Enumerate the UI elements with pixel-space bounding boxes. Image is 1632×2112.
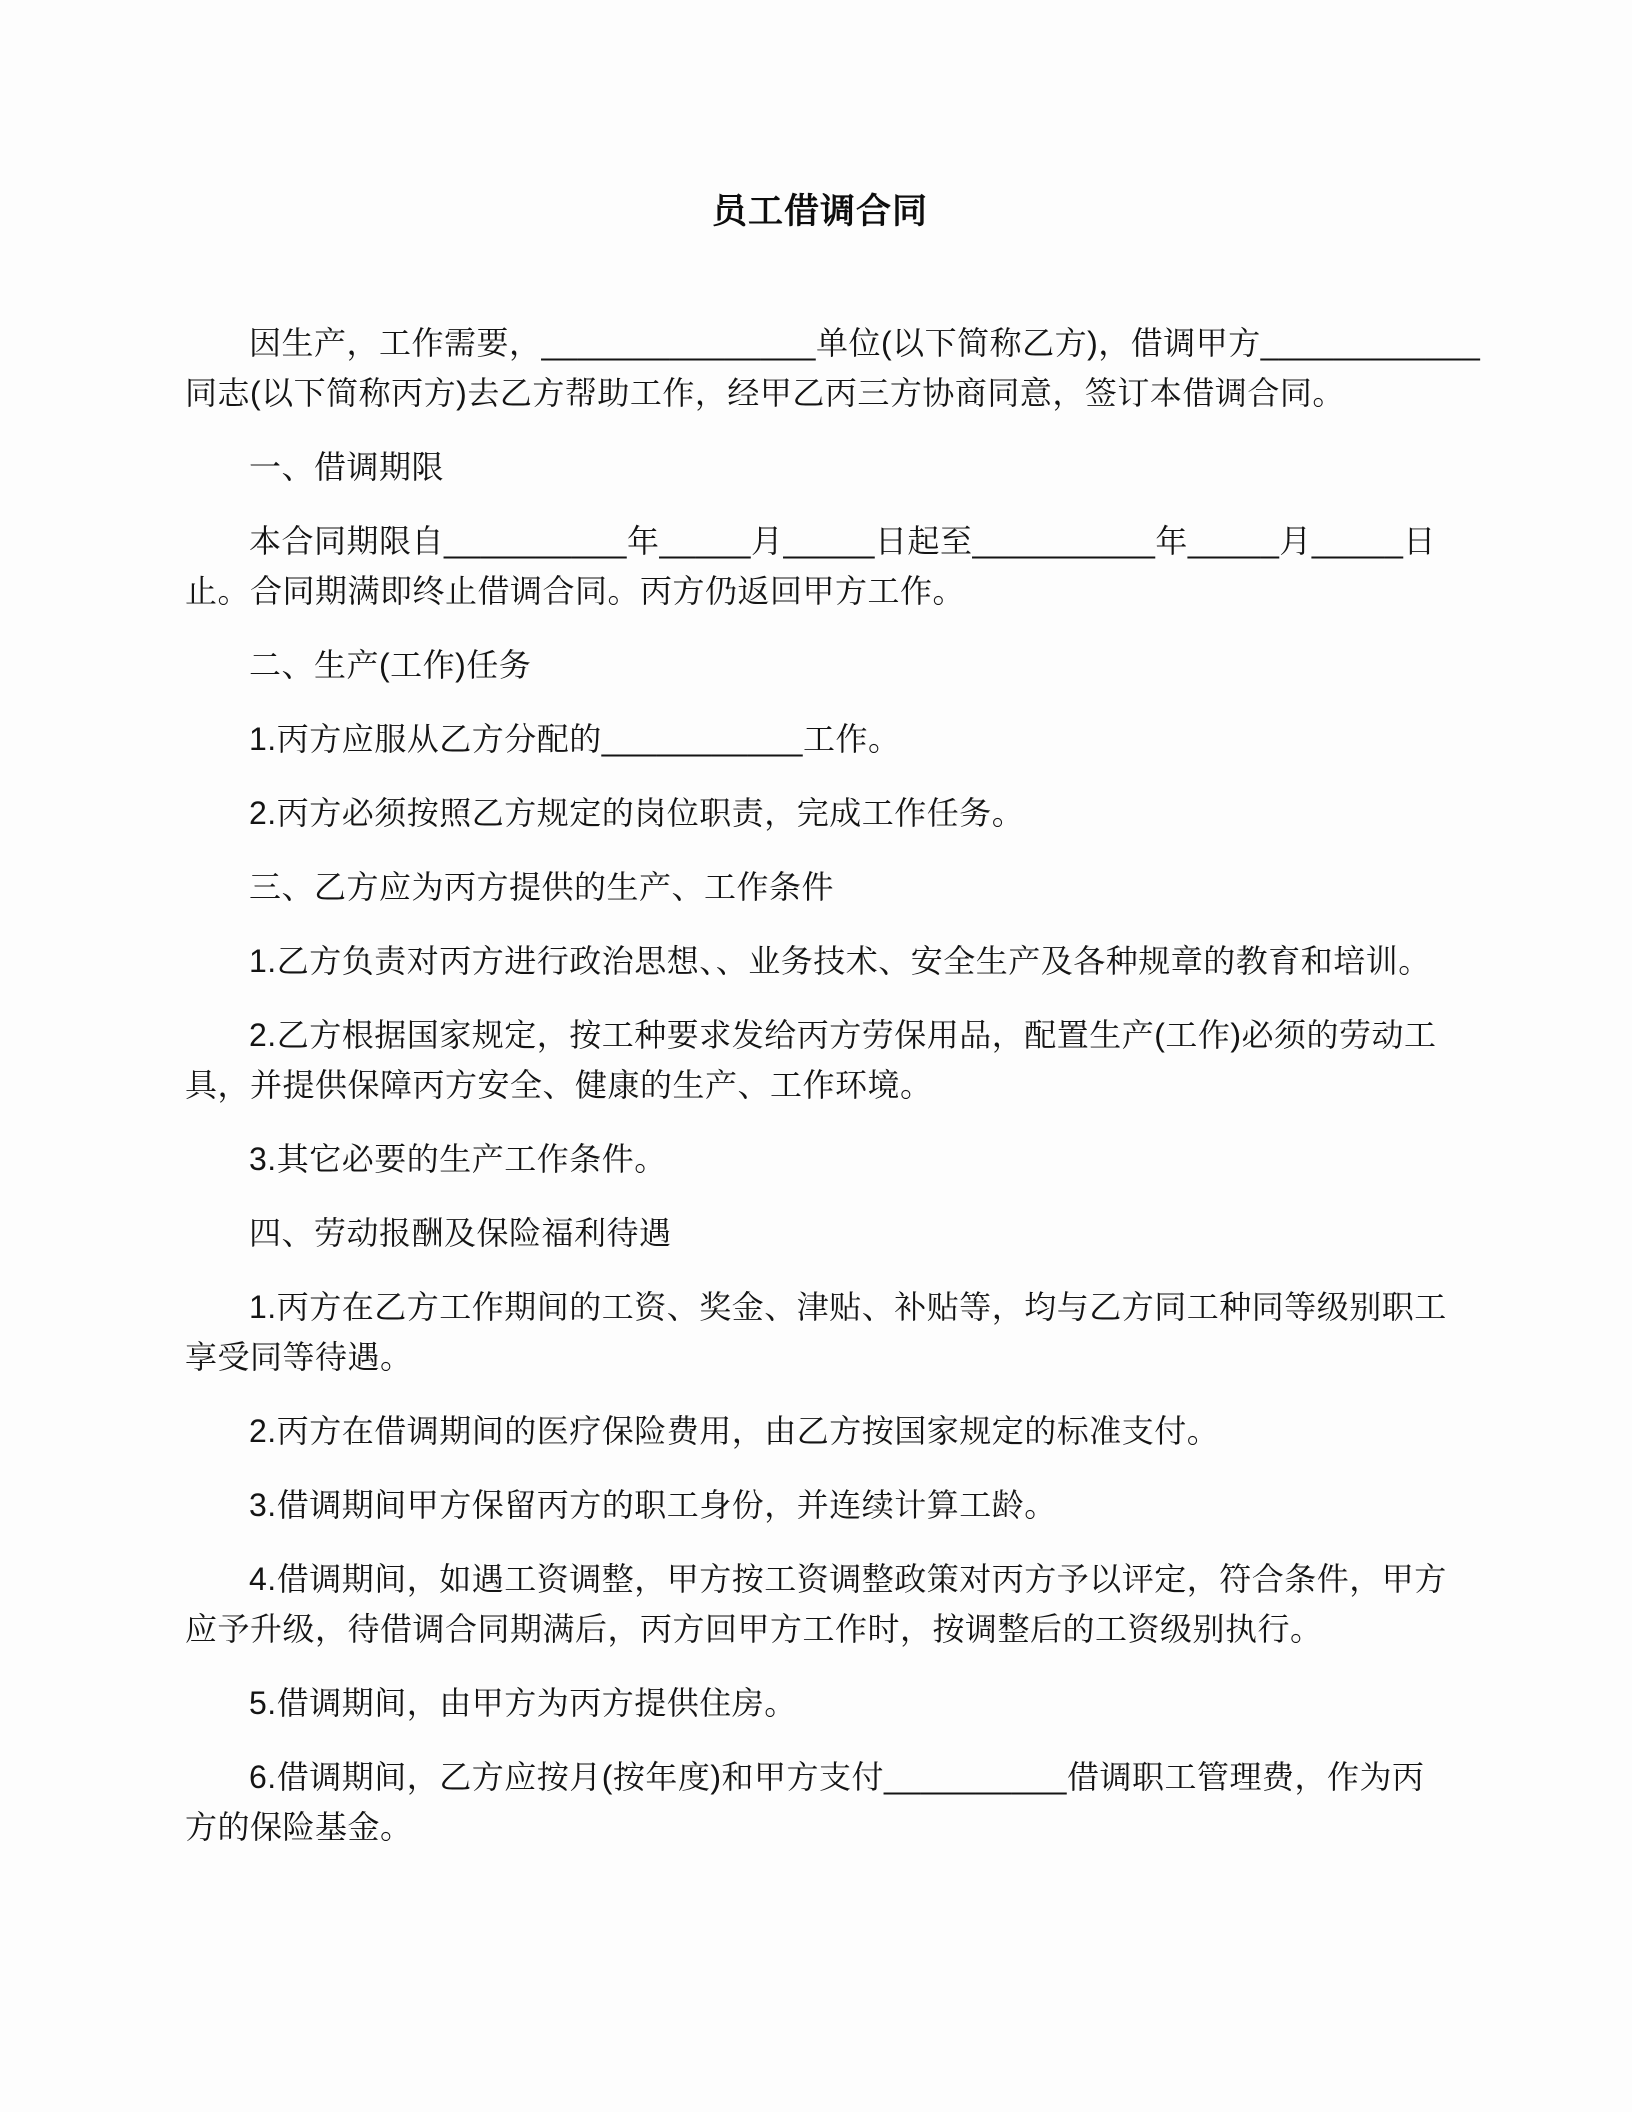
paragraph-line: 四、劳动报酬及保险福利待遇 [249,1215,672,1251]
paragraph-line: 1.丙方应服从乙方分配的___________工作。 [249,721,901,757]
document-title: 员工借调合同 [711,192,928,231]
paragraph-line: 一、借调期限 [249,449,445,485]
paragraph-line: 本合同期限自__________年_____月_____日起至__________年_____月_____日 [249,523,1436,559]
paragraph-line: 3.借调期间甲方保留丙方的职工身份，并连续计算工龄。 [249,1487,1057,1523]
paragraph-line: 方的保险基金。 [185,1809,413,1845]
paragraph-line: 1.丙方在乙方工作期间的工资、奖金、津贴、补贴等，均与乙方同工种同等级别职工 [249,1289,1447,1325]
paragraph-line: 6.借调期间，乙方应按月(按年度)和甲方支付__________借调职工管理费，作为丙 [249,1759,1425,1795]
paragraph-line: 同志(以下简称丙方)去乙方帮助工作，经甲乙丙三方协商同意，签订本借调合同。 [185,375,1345,411]
paragraph-line: 止。合同期满即终止借调合同。丙方仍返回甲方工作。 [185,573,966,609]
paragraph [185,862,1455,912]
paragraph [185,1010,1455,1110]
paragraph-line: 4.借调期间，如遇工资调整，甲方按工资调整政策对丙方予以评定，符合条件，甲方 [249,1561,1447,1597]
paragraph [185,516,1455,616]
paragraph [185,318,1481,418]
paragraph [185,1752,1455,1852]
paragraph [185,1282,1455,1382]
paragraph [185,1480,1455,1530]
paragraph [185,1406,1455,1456]
paragraph-line: 因生产，工作需要，_______________单位(以下简称乙方)，借调甲方____________ [249,325,1481,361]
paragraph-line: 3.其它必要的生产工作条件。 [249,1141,667,1177]
paragraph-line: 2.丙方必须按照乙方规定的岗位职责，完成工作任务。 [249,795,1025,831]
paragraph [185,1678,1455,1728]
paragraph [185,1208,1455,1258]
paragraph [185,788,1455,838]
paragraph-line: 具，并提供保障丙方安全、健康的生产、工作环境。 [185,1067,933,1103]
paragraph-line: 5.借调期间，由甲方为丙方提供住房。 [249,1685,797,1721]
paragraph [185,714,1455,764]
paragraph [185,640,1455,690]
paragraph [185,442,1455,492]
paragraph-line: 二、生产(工作)任务 [249,647,532,683]
paragraph [185,1554,1455,1654]
paragraph [185,1134,1455,1184]
paragraph-line: 应予升级，待借调合同期满后，丙方回甲方工作时，按调整后的工资级别执行。 [185,1611,1323,1647]
paragraph-line: 2.丙方在借调期间的医疗保险费用，由乙方按国家规定的标准支付。 [249,1413,1220,1449]
paragraph-line: 享受同等待遇。 [185,1339,413,1375]
paragraph-line: 三、乙方应为丙方提供的生产、工作条件 [249,869,835,905]
paragraph-line: 2.乙方根据国家规定，按工种要求发给丙方劳保用品，配置生产(工作)必须的劳动工 [249,1017,1437,1053]
paragraph-line: 1.乙方负责对丙方进行政治思想、、业务技术、安全生产及各种规章的教育和培训。 [249,943,1431,979]
paragraph [185,936,1455,986]
document-body [185,318,1481,1852]
